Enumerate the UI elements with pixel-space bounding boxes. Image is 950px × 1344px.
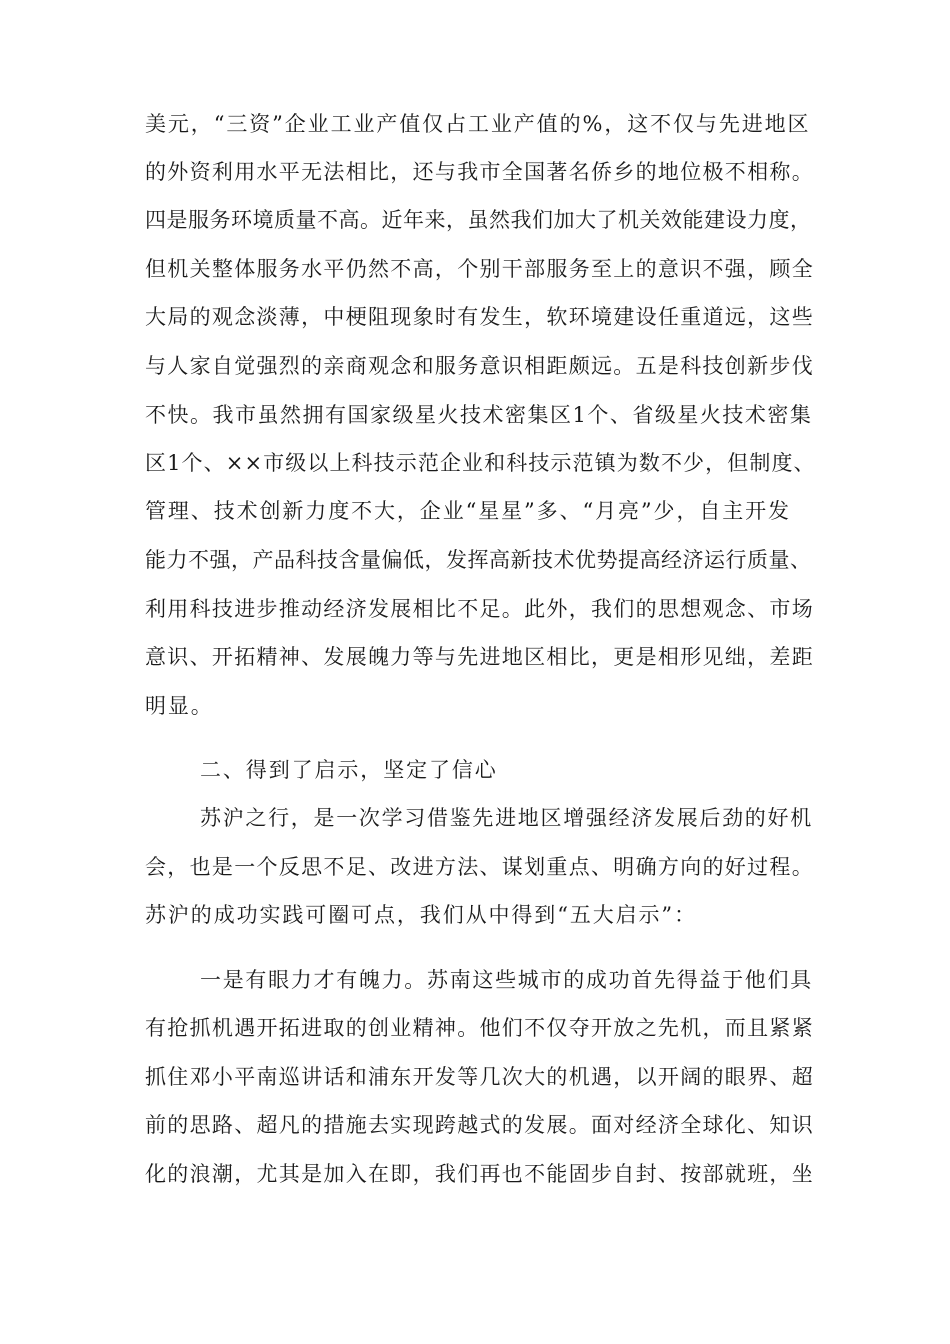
text-line: 四是服务环境质量不高。近年来，虽然我们加大了机关效能建设力度， [145, 208, 812, 232]
text-line: 有抢抓机遇开拓进取的创业精神。他们不仅夺开放之先机，而且紧紧 [145, 1016, 814, 1040]
text-line: 明显。 [145, 694, 214, 718]
text-line: 苏沪的成功实践可圈可点，我们从中得到“五大启示”： [145, 903, 697, 927]
paragraph-first-line: 一是有眼力才有魄力。苏南这些城市的成功首先得益于他们具 [200, 968, 813, 992]
text-line: 的外资利用水平无法相比，还与我市全国著名侨乡的地位极不相称。 [145, 160, 814, 184]
text-line: 但机关整体服务水平仍然不高，个别干部服务至上的意识不强，顾全 [145, 257, 814, 281]
text-line: 不快。我市虽然拥有国家级星火技术密集区1个、省级星火技术密集 [145, 403, 813, 427]
text-line: 会，也是一个反思不足、改进方法、谋划重点、明确方向的好过程。 [145, 855, 814, 879]
text-line: 区1个、××市级以上科技示范企业和科技示范镇为数不少，但制度、 [145, 451, 816, 475]
text-line: 能力不强，产品科技含量偏低，发挥高新技术优势提高经济运行质量、 [145, 548, 812, 572]
text-line: 抓住邓小平南巡讲话和浦东开发等几次大的机遇，以开阔的眼界、超 [145, 1065, 814, 1089]
text-line: 管理、技术创新力度不大，企业“星星”多、“月亮”少，自主开发 [145, 499, 791, 523]
section-heading: 二、得到了启示，坚定了信心 [200, 758, 498, 782]
text-line: 意识、开拓精神、发展魄力等与先进地区相比，更是相形见绌，差距 [145, 645, 814, 669]
text-line: 与人家自觉强烈的亲商观念和服务意识相距颇远。五是科技创新步伐 [145, 354, 814, 378]
text-line: 大局的观念淡薄，中梗阻现象时有发生，软环境建设任重道远，这些 [145, 305, 814, 329]
text-line: 前的思路、超凡的措施去实现跨越式的发展。面对经济全球化、知识 [145, 1113, 814, 1137]
text-line: 利用科技进步推动经济发展相比不足。此外，我们的思想观念、市场 [145, 597, 814, 621]
text-line: 美元，“三资”企业工业产值仅占工业产值的%，这不仅与先进地区 [145, 112, 811, 136]
text-line: 化的浪潮，尤其是加入在即，我们再也不能固步自封、按部就班，坐 [145, 1162, 814, 1186]
paragraph-first-line: 苏沪之行，是一次学习借鉴先进地区增强经济发展后劲的好机 [200, 806, 813, 830]
